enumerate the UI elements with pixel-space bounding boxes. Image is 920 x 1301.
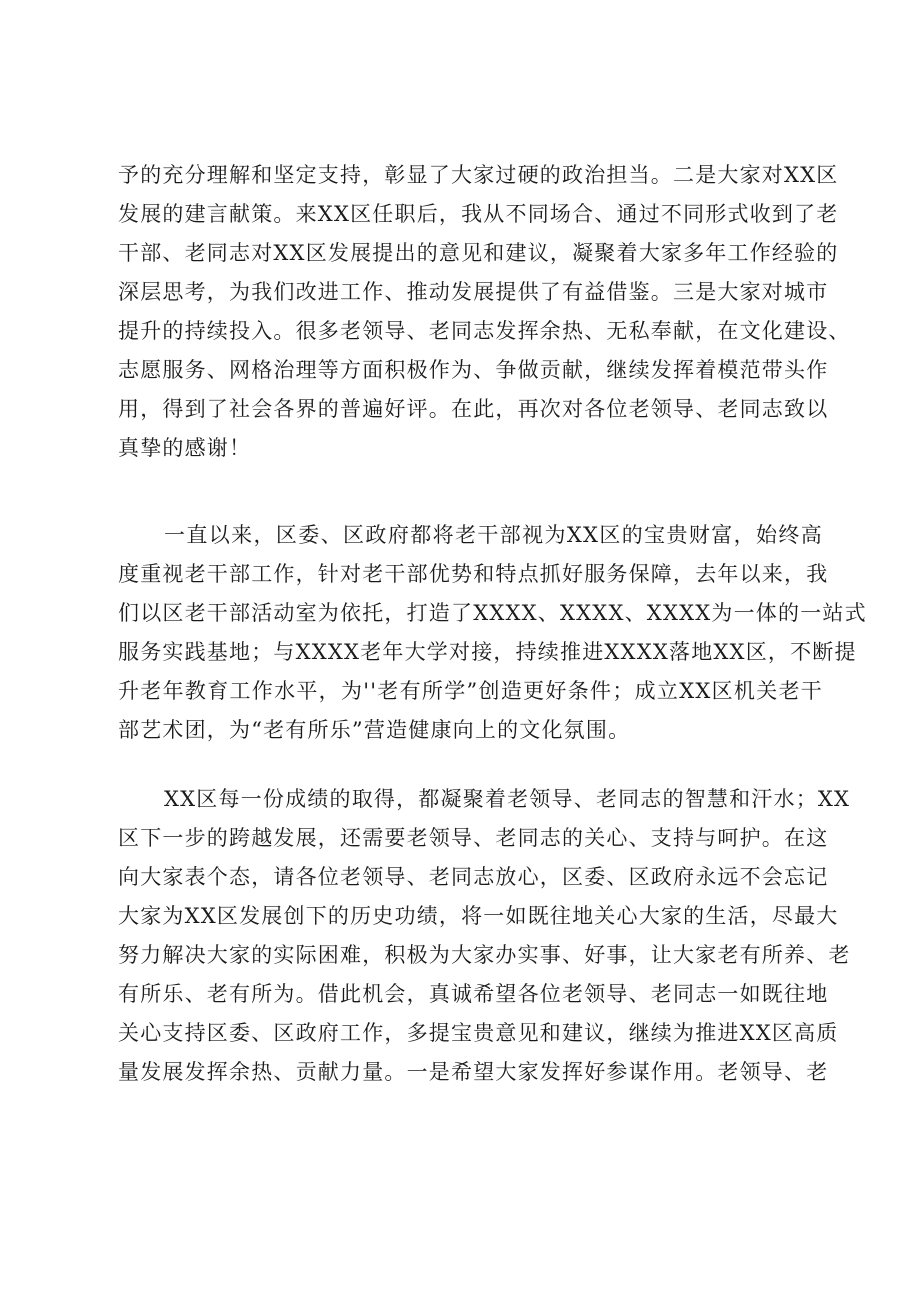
text-line: 一直以来，区委、区政府都将老干部视为XX区的宝贵财富，始终高 <box>164 523 823 547</box>
text-line: XX区每一份成绩的取得，都凝聚着老领导、老同志的智慧和汗水；XX <box>164 787 851 811</box>
paragraph-2 <box>118 516 867 750</box>
text-line: 区下一步的跨越发展，还需要老领导、老同志的关心、支持与呵护。在这 <box>118 826 829 850</box>
text-line: 深层思考，为我们改进工作、推动发展提供了有益借鉴。三是大家对城市 <box>118 280 829 304</box>
text-line: 服务实践基地；与XXXX老年大学对接，持续推进XXXX落地XX区，不断提 <box>118 640 857 664</box>
text-line: 予的充分理解和坚定支持，彰显了大家过硬的政治担当。二是大家对XX区 <box>118 163 839 187</box>
text-line: 升老年教育工作水平，为''老有所学”创造更好条件；成立XX区机关老干 <box>118 679 823 703</box>
text-line: 们以区老干部活动室为依托，打造了XXXX、XXXX、XXXX为一体的一站式 <box>118 601 867 625</box>
text-line: 用，得到了社会各界的普遍好评。在此，再次对各位老领导、老同志致以 <box>118 397 829 421</box>
text-line: 努力解决大家的实际困难，积极为大家办实事、好事，让大家老有所养、老 <box>118 943 851 967</box>
text-line: 量发展发挥余热、贡献力量。一是希望大家发挥好参谋作用。老领导、老 <box>118 1060 829 1084</box>
text-line: 发展的建言献策。来XX区任职后，我从不同场合、通过不同形式收到了老 <box>118 202 839 226</box>
text-line: 度重视老干部工作，针对老干部优势和特点抓好服务保障，去年以来，我 <box>118 562 829 586</box>
text-line: 向大家表个态，请各位老领导、老同志放心，区委、区政府永远不会忘记 <box>118 865 829 889</box>
text-line: 真挚的感谢！ <box>118 436 252 460</box>
text-line: 部艺术团，为“老有所乐”营造健康向上的文化氛围。 <box>118 718 631 742</box>
text-line: 大家为XX区发展创下的历史功绩，将一如既往地关心大家的生活，尽最大 <box>118 904 839 928</box>
paragraph-3 <box>118 780 851 1092</box>
text-line: 关心支持区委、区政府工作，多提宝贵意见和建议，继续为推进XX区高质 <box>118 1021 839 1045</box>
text-line: 有所乐、老有所为。借此机会，真诚希望各位老领导、老同志一如既往地 <box>118 982 829 1006</box>
text-line: 志愿服务、网格治理等方面积极作为、争做贡献，继续发挥着模范带头作 <box>118 358 829 382</box>
text-line: 提升的持续投入。很多老领导、老同志发挥余热、无私奉献，在文化建设、 <box>118 319 851 343</box>
text-line: 干部、老同志对XX区发展提出的意见和建议，凝聚着大家多年工作经验的 <box>118 241 839 265</box>
paragraph-1 <box>118 156 851 468</box>
